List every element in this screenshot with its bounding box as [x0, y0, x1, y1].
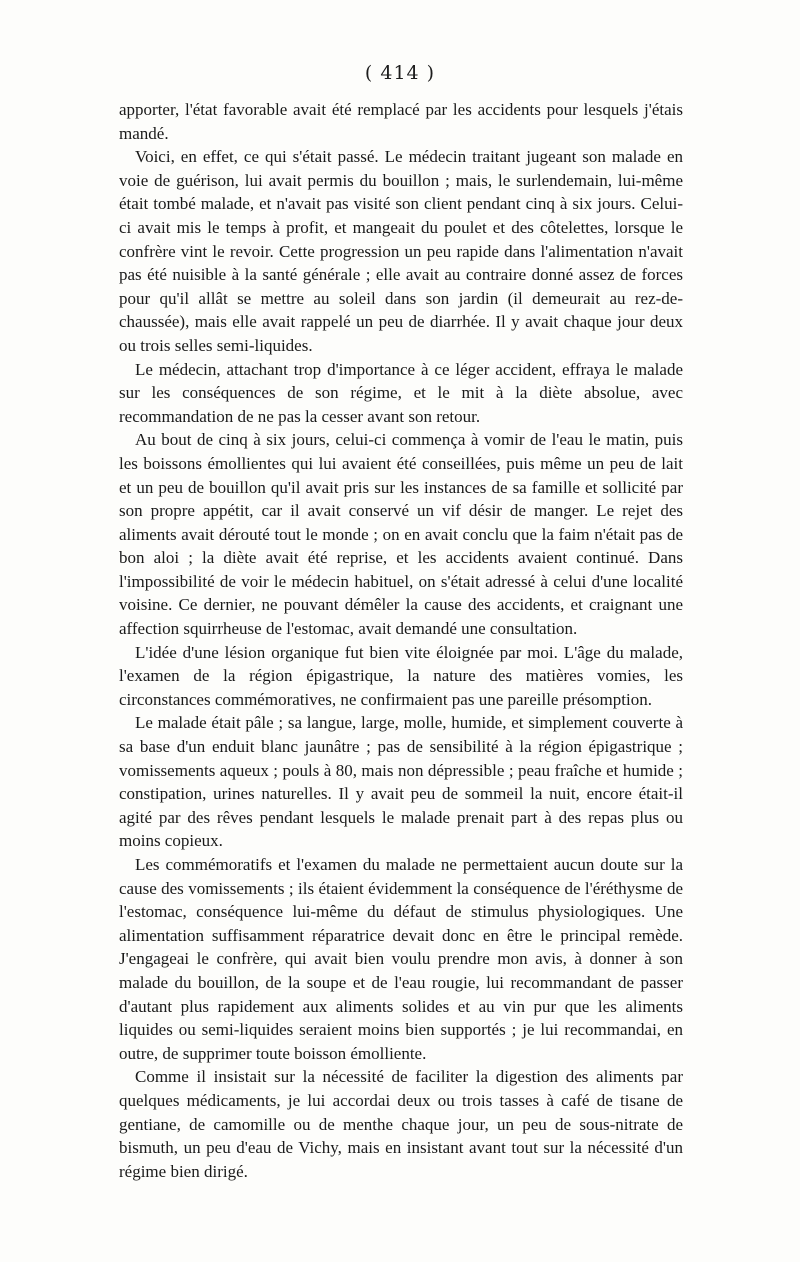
- paragraph: Comme il insistait sur la nécessité de faciliter la digestion des aliments par quelques médicaments, je lui accordai deux ou trois tasses à café de tisane de gentiane, de camomille ou de menthe chaque jour, un peu de sous-nitrate de bismuth, un peu d'eau de Vichy, mais en insistant avant tout sur la nécessité d'un régime bien dirigé.: [119, 1067, 683, 1181]
- paragraph: Le malade était pâle ; sa langue, large, molle, humide, et simplement couverte à sa base d'un enduit blanc jaunâtre ; pas de sensibilité à la région épigastrique ; vomissements aqueux ; pouls à 80, mais non dépressible ; peau fraîche et humide ; constipation, urines naturelles. Il y avait peu de sommeil la nuit, encore était-il agité par des rêves pendant lesquels le malade prenait part à des repas plus ou moins copieux.: [119, 713, 683, 851]
- paragraph: Voici, en effet, ce qui s'était passé. Le médecin traitant jugeant son malade en voie de guérison, lui avait permis du bouillon ; mais, le surlendemain, lui-même était tombé malade, et n'avait pas visité son client pendant cinq à six jours. Celui-ci avait mis le temps à profit, et mangeait du poulet et des côtelettes, lorsque le confrère vint le revoir. Cette progression un peu rapide dans l'alimentation n'avait pas été nuisible à la santé générale ; elle avait au contraire donné assez de forces pour qu'il allât se mettre au soleil dans son jardin (il demeurait au rez-de-chaussée), mais elle avait rappelé un peu de diarrhée. Il y avait chaque jour deux ou trois selles semi-liquides.: [119, 147, 683, 355]
- paragraph: apporter, l'état favorable avait été remplacé par les accidents pour lesquels j'étais mandé.: [119, 100, 683, 143]
- paragraph: Les commémoratifs et l'examen du malade ne permettaient aucun doute sur la cause des vomissements ; ils étaient évidemment la conséquence de l'éréthysme de l'estomac, conséquence lui-même du défaut de stimulus physiologiques. Une alimentation suffisamment réparatrice devait donc en être le principal remède. J'engageai le confrère, qui avait bien voulu prendre mon avis, à donner à son malade du bouillon, de la soupe et de l'eau rougie, lui recommandant de passer d'autant plus rapidement aux aliments solides et au vin pur que les aliments liquides ou semi-liquides seraient moins bien supportés ; je lui recommandai, en outre, de supprimer toute boisson émolliente.: [119, 855, 683, 1063]
- paragraph: Au bout de cinq à six jours, celui-ci commença à vomir de l'eau le matin, puis les boissons émollientes qui lui avaient été conseillées, puis même un peu de lait et un peu de bouillon qu'il avait pris sur les instances de sa famille et sollicité par son propre appétit, car il avait conservé un vif désir de manger. Le rejet des aliments avait dérouté tout le monde ; on en avait conclu que la faim n'était pas de bon aloi ; la diète avait été reprise, et les accidents avaient continué. Dans l'impossibilité de voir le médecin habituel, on s'était adressé à celui d'une localité voisine. Ce dernier, ne pouvant démêler la cause des accidents, et craignant une affection squirrheuse de l'estomac, avait demandé une consultation.: [119, 430, 683, 639]
- paragraph: L'idée d'une lésion organique fut bien vite éloignée par moi. L'âge du malade, l'examen de la région épigastrique, la nature des matières vomies, les circonstances commémoratives, ne confirmaient pas une pareille présomption.: [119, 642, 683, 709]
- body-text: [119, 98, 683, 1183]
- paragraph: Le médecin, attachant trop d'importance à ce léger accident, effraya le malade sur les conséquences de son régime, et le mit à la diète absolue, avec recommandation de ne pas la cesser avant son retour.: [119, 359, 683, 426]
- page-number: ( 414 ): [364, 62, 436, 84]
